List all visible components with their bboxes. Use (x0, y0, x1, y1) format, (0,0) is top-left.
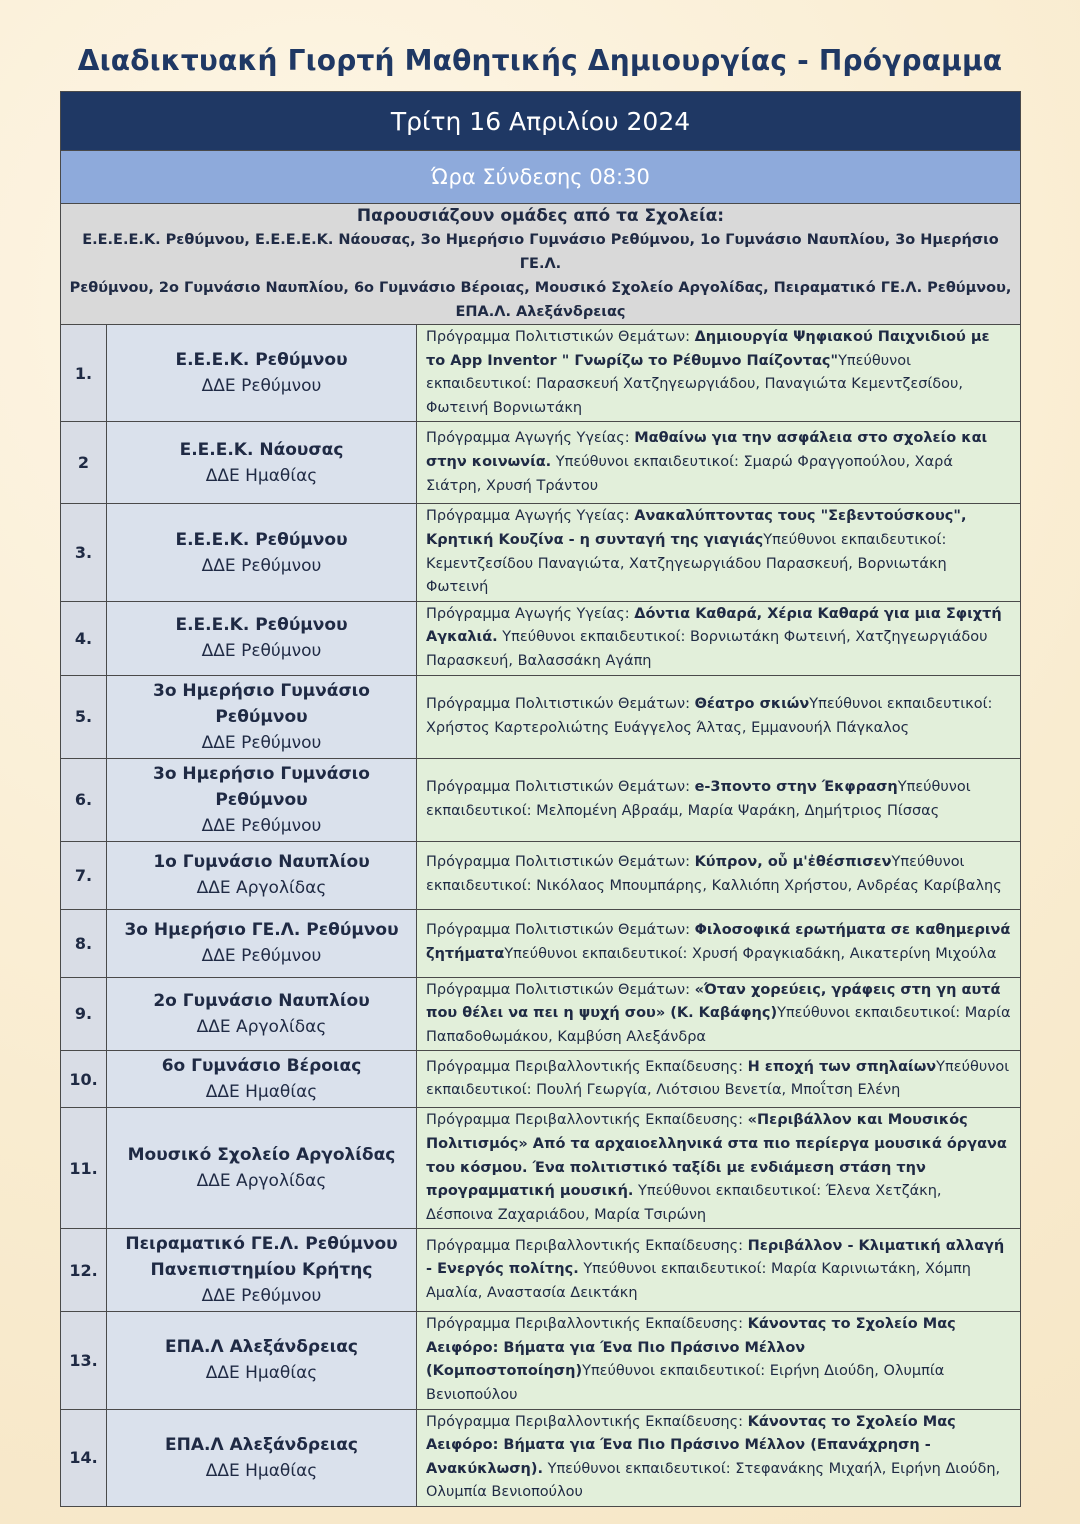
row-number: 9. (61, 977, 107, 1051)
school-cell (107, 1312, 417, 1409)
school-cell (107, 909, 417, 977)
school-directorate: ΔΔΕ Αργολίδας (196, 1171, 327, 1192)
teachers-names: Έλενα Χετζάκη, Δέσποινα Ζαχαριάδου, Μαρία Τσιρώνη (426, 1183, 942, 1223)
teachers-names: Παρασκευή Χατζηγεωργιάδου, Παναγιώτα Κεμεντζεσίδου, Φωτεινή Βορνιωτάκη (426, 376, 964, 416)
program-type: Πρόγραμμα Πολιτιστικών Θεμάτων: (426, 695, 695, 712)
program-title: Κάνοντας το Σχολείο Μας Αειφόρο: Βήματα για Ένα Πιο Πράσινο Μέλλον (Κομποστοποίηση) (426, 1316, 956, 1380)
row-number: 11. (61, 1108, 107, 1229)
program-type: Πρόγραμμα Αγωγής Υγείας: (426, 508, 635, 525)
school-cell (107, 1229, 417, 1312)
teachers-label: Υπεύθυνοι εκπαιδευτικοί: (426, 854, 965, 895)
program-description (417, 422, 1021, 504)
program-type: Πρόγραμμα Αγωγής Υγείας: (426, 430, 635, 447)
program-type: Πρόγραμμα Αγωγής Υγείας: (426, 605, 635, 622)
teachers-label: Υπεύθυνοι εκπαιδευτικοί: (504, 946, 693, 963)
teachers-label: Υπεύθυνοι εκπαιδευτικοί: (777, 1005, 965, 1022)
presenters-row (61, 204, 1021, 325)
school-name: 1ο Γυμνάσιο Ναυπλίου (153, 852, 370, 873)
program-title: Περιβάλλον - Κλιματική αλλαγή - Ενεργός πολίτης. (426, 1237, 1005, 1278)
school-directorate: ΔΔΕ Ρεθύμνου (201, 1286, 322, 1307)
school-name: 3ο Ημερήσιο ΓΕ.Λ. Ρεθύμνου (124, 920, 399, 941)
school-name: Ε.Ε.Ε.Κ. Ρεθύμνου (175, 350, 348, 371)
teachers-names: Νικόλαος Μπουμπάρης, Καλλιόπη Χρήστου, Ανδρέας Καρίβαλης (536, 878, 1002, 895)
teachers-names: Ειρήνη Διούδη, Ολυμπία Βενιοπούλου (426, 1363, 945, 1404)
school-cell (107, 1409, 417, 1506)
program-description (417, 758, 1021, 841)
school-cell (107, 422, 417, 504)
connection-time-row (61, 151, 1021, 204)
school-directorate: ΔΔΕ Αργολίδας (196, 878, 327, 899)
school-cell (107, 1051, 417, 1108)
teachers-names: Κεμεντζεσίδου Παναγιώτα, Χατζηγεωργιάδου Παρασκευή, Βορνιωτάκη Φωτεινή (426, 555, 947, 596)
program-type: Πρόγραμμα Πολιτιστικών Θεμάτων: (426, 922, 695, 939)
row-number: 12. (61, 1229, 107, 1312)
teachers-label: Υπεύθυνοι εκπαιδευτικοί: (578, 1261, 772, 1278)
school-directorate: ΔΔΕ Ημαθίας (205, 465, 318, 486)
table-row (61, 325, 1021, 422)
school-directorate: ΔΔΕ Ημαθίας (205, 1363, 318, 1384)
school-cell (107, 977, 417, 1051)
presenters-heading: Παρουσιάζουν ομάδες από τα Σχολεία: (356, 206, 725, 226)
program-description (417, 1409, 1021, 1506)
teachers-names: Μαρία Παπαδοθωμάκου, Καμβύση Αλεξάνδρα (426, 1005, 1011, 1045)
program-description (417, 1051, 1021, 1108)
table-row (61, 841, 1021, 909)
school-cell (107, 675, 417, 758)
program-title: «Όταν χορεύεις, γράφεις στη γη αυτά που θέλει να πει η ψυχή σου» (Κ. Καβάφης) (426, 981, 1001, 1022)
presenters-line: ΕΠΑ.Λ. Αλεξάνδρειας (455, 304, 626, 320)
date-row (61, 92, 1021, 151)
school-directorate: ΔΔΕ Ρεθύμνου (201, 732, 322, 753)
school-cell (107, 325, 417, 422)
program-description (417, 1229, 1021, 1312)
program-type: Πρόγραμμα Πολιτιστικών Θεμάτων: (426, 778, 695, 795)
row-number: 14. (61, 1409, 107, 1506)
school-name: 3ο Ημερήσιο Γυμνάσιο Ρεθύμνου (153, 763, 370, 810)
teachers-label: Υπεύθυνοι εκπαιδευτικοί: (633, 1183, 826, 1200)
program-title: Κάνοντας το Σχολείο Μας Αειφόρο: Βήματα για Ένα Πιο Πράσινο Μέλλον (Επανάχρηση - Ανακύκλωση). (426, 1413, 956, 1477)
program-title: Η εποχή των σπηλαίων (747, 1058, 937, 1075)
program-type: Πρόγραμμα Πολιτιστικών Θεμάτων: (426, 329, 695, 345)
teachers-names: Μελπομένη Αβραάμ, Μαρία Ψαράκη, Δημήτριος Πίσσας (536, 802, 940, 819)
program-table (60, 91, 1021, 1507)
school-directorate: ΔΔΕ Ρεθύμνου (201, 641, 322, 662)
school-cell (107, 1108, 417, 1229)
teachers-label: Υπεύθυνοι εκπαιδευτικοί: (497, 629, 690, 646)
program-description (417, 325, 1021, 422)
teachers-label: Υπεύθυνοι εκπαιδευτικοί: (582, 1363, 770, 1380)
teachers-label: Υπεύθυνοι εκπαιδευτικοί: (426, 778, 971, 819)
program-title: Μαθαίνω για την ασφάλεια στο σχολείο και στην κοινωνία. (426, 430, 988, 471)
school-cell (107, 758, 417, 841)
row-number: 2 (61, 422, 107, 504)
document-title: Διαδικτυακή Γιορτή Μαθητικής Δημιουργίας - Πρόγραμμα (77, 44, 1003, 77)
program-type: Πρόγραμμα Περιβαλλοντικής Εκπαίδευσης: (426, 1112, 748, 1129)
program-description (417, 909, 1021, 977)
school-directorate: ΔΔΕ Ρεθύμνου (201, 555, 322, 576)
teachers-names: Στεφανάκης Μιχαήλ, Ειρήνη Διούδη, Ολυμπία Βενιοπούλου (426, 1460, 1001, 1501)
program-title: e-3ποντο στην Έκφραση (694, 778, 898, 795)
program-title: Ανακαλύπτοντας τους "Σεβεντούσκους", Κρητική Κουζίνα - η συνταγή της γιαγιάς (426, 508, 967, 548)
school-name: Ε.Ε.Ε.Κ. Νάουσας (179, 439, 344, 460)
row-number: 1. (61, 325, 107, 422)
program-title: «Περιβάλλον και Μουσικός Πολιτισμός» Από τα αρχαιοελληνικά στα πιο περίεργα μουσικά όργανα του κόσμου. Ένα πολιτιστικό ταξίδι με ενδιάμεση στάση την προγραμματική μουσική. (426, 1112, 1007, 1200)
school-name: Ε.Ε.Ε.Κ. Ρεθύμνου (175, 529, 348, 550)
school-directorate: ΔΔΕ Ημαθίας (205, 1460, 318, 1481)
row-number: 3. (61, 504, 107, 601)
program-title: Θέατρο σκιών (694, 695, 810, 712)
school-name: Πειραματικό ΓΕ.Λ. Ρεθύμνου Πανεπιστημίου Κρήτης (125, 1234, 398, 1281)
teachers-label: Υπεύθυνοι εκπαιδευτικοί: (426, 1058, 1010, 1099)
program-type: Πρόγραμμα Περιβαλλοντικής Εκπαίδευσης: (426, 1316, 748, 1333)
row-number: 4. (61, 601, 107, 675)
connection-time: Ώρα Σύνδεσης 08:30 (61, 151, 1021, 204)
school-directorate: ΔΔΕ Ρεθύμνου (201, 946, 322, 967)
program-type: Πρόγραμμα Πολιτιστικών Θεμάτων: (426, 854, 695, 871)
teachers-names: Μαρία Καρινιωτάκη, Χόμπη Αμαλία, Αναστασία Δεικτάκη (426, 1261, 971, 1302)
program-description (417, 504, 1021, 601)
row-number: 7. (61, 841, 107, 909)
program-description (417, 841, 1021, 909)
school-name: 6ο Γυμνάσιο Βέροιας (161, 1056, 362, 1077)
program-description (417, 675, 1021, 758)
program-description (417, 1108, 1021, 1229)
teachers-names: Σμαρώ Φραγγοπούλου, Χαρά Σιάτρη, Χρυσή Τράντου (426, 454, 953, 494)
presenters-line: Ρεθύμνου, 2ο Γυμνάσιο Ναυπλίου, 6ο Γυμνάσιο Βέροιας, Μουσικό Σχολείο Αργολίδας, Πειραματικό ΓΕ.Λ. Ρεθύμνου, (69, 280, 1012, 296)
school-name: ΕΠΑ.Λ Αλεξάνδρειας (165, 1337, 358, 1358)
teachers-names: Χρυσή Φραγκιαδάκη, Αικατερίνη Μιχούλα (692, 946, 997, 963)
teachers-names: Βορνιωτάκη Φωτεινή, Χατζηγεωργιάδου Παρασκευή, Βαλασσάκη Αγάπη (426, 629, 988, 669)
table-row (61, 422, 1021, 504)
teachers-names: Χρήστος Καρτερολιώτης Ευάγγελος Άλτας, Εμμανουήλ Πάγκαλος (426, 719, 910, 736)
row-number: 5. (61, 675, 107, 758)
teachers-label: Υπεύθυνοι εκπαιδευτικοί: (551, 454, 744, 471)
school-name: Ε.Ε.Ε.Κ. Ρεθύμνου (175, 615, 348, 636)
row-number: 10. (61, 1051, 107, 1108)
school-name: ΕΠΑ.Λ Αλεξάνδρειας (165, 1434, 358, 1455)
table-row (61, 504, 1021, 601)
program-description (417, 977, 1021, 1051)
school-cell (107, 601, 417, 675)
teachers-label: Υπεύθυνοι εκπαιδευτικοί: (426, 352, 912, 393)
row-number: 13. (61, 1312, 107, 1409)
program-type: Πρόγραμμα Περιβαλλοντικής Εκπαίδευσης: (426, 1413, 748, 1430)
row-number: 6. (61, 758, 107, 841)
table-row (61, 1409, 1021, 1506)
school-cell (107, 841, 417, 909)
teachers-label: Υπεύθυνοι εκπαιδευτικοί: (763, 531, 947, 548)
school-directorate: ΔΔΕ Ημαθίας (205, 1082, 318, 1103)
program-title: Φιλοσοφικά ερωτήματα σε καθημερινά ζητήματα (426, 922, 1011, 963)
program-type: Πρόγραμμα Πολιτιστικών Θεμάτων: (426, 981, 695, 998)
school-cell (107, 504, 417, 601)
table-row (61, 1108, 1021, 1229)
school-name: 3ο Ημερήσιο Γυμνάσιο Ρεθύμνου (153, 680, 370, 727)
program-description (417, 601, 1021, 675)
table-row (61, 675, 1021, 758)
table-row (61, 601, 1021, 675)
presenters-cell (61, 204, 1021, 325)
program-type: Πρόγραμμα Περιβαλλοντικής Εκπαίδευσης: (426, 1058, 748, 1075)
event-date: Τρίτη 16 Απριλίου 2024 (61, 92, 1021, 151)
presenters-line: Ε.Ε.Ε.Ε.Κ. Ρεθύμνου, Ε.Ε.Ε.Ε.Κ. Νάουσας, 3ο Ημερήσιο Γυμνάσιο Ρεθύμνου, 1ο Γυμνάσιο Ναυπλίου, 3ο Ημερήσιο ΓΕ.Λ. (82, 232, 999, 272)
program-type: Πρόγραμμα Περιβαλλοντικής Εκπαίδευσης: (426, 1237, 748, 1254)
school-directorate: ΔΔΕ Αργολίδας (196, 1016, 327, 1037)
teachers-label: Υπεύθυνοι εκπαιδευτικοί: (542, 1460, 736, 1477)
school-directorate: ΔΔΕ Ρεθύμνου (201, 815, 322, 836)
table-row (61, 1051, 1021, 1108)
program-title: Δόντια Καθαρά, Χέρια Καθαρά για μια Σφιχτή Αγκαλιά. (426, 605, 1002, 646)
table-row (61, 1312, 1021, 1409)
table-row (61, 977, 1021, 1051)
school-name: Μουσικό Σχολείο Αργολίδας (127, 1145, 396, 1166)
table-row (61, 909, 1021, 977)
program-title: Δημιουργία Ψηφιακού Παιχνιδιού με το App Inventor " Γνωρίζω το Ρέθυμνο Παίζοντας" (426, 329, 990, 369)
row-number: 8. (61, 909, 107, 977)
program-title: Κύπρον, οὗ μ'ἐθέσπισεν (694, 854, 892, 871)
school-directorate: ΔΔΕ Ρεθύμνου (201, 376, 322, 397)
table-row (61, 758, 1021, 841)
table-row (61, 1229, 1021, 1312)
program-description (417, 1312, 1021, 1409)
teachers-names: Πουλή Γεωργία, Λιότσιου Βενετία, Μποΐτση Ελένη (536, 1082, 901, 1099)
teachers-label: Υπεύθυνοι εκπαιδευτικοί: (809, 695, 993, 712)
school-name: 2ο Γυμνάσιο Ναυπλίου (153, 990, 370, 1011)
